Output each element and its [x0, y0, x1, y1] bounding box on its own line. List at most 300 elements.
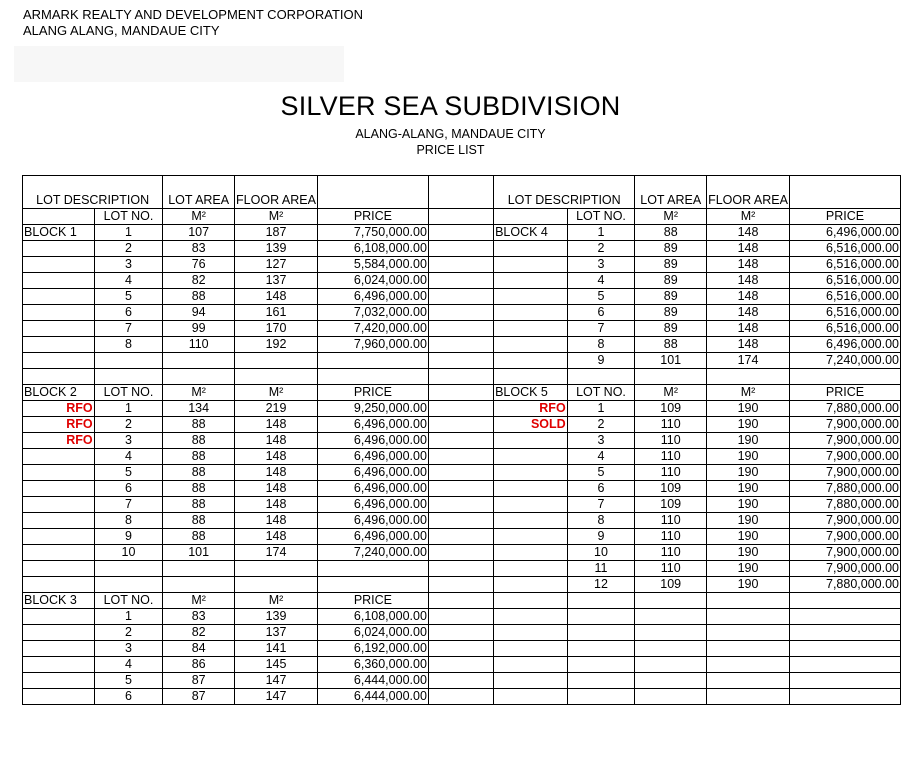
empty-cell: [494, 353, 568, 369]
floor-area: 141: [235, 641, 318, 657]
lot-number: 1: [567, 401, 635, 417]
lot-status-badge: RFO: [23, 417, 95, 433]
spacer-cell: [428, 689, 493, 705]
block-name: BLOCK 4: [494, 225, 568, 241]
lot-price: 6,516,000.00: [789, 241, 900, 257]
empty-cell: [567, 689, 635, 705]
floor-area: 148: [707, 321, 790, 337]
empty-cell: [23, 289, 95, 305]
table-row: [23, 641, 901, 657]
lot-number: 11: [567, 561, 635, 577]
floor-area: 148: [707, 273, 790, 289]
table-row: [23, 225, 901, 241]
empty-cell: [23, 609, 95, 625]
lot-number: 6: [94, 305, 163, 321]
header-lot-area: LOT AREA: [163, 176, 235, 209]
header-lot-no: LOT NO.: [94, 593, 163, 609]
empty-cell: [23, 513, 95, 529]
header-price: PRICE: [317, 385, 428, 401]
table-row: [23, 673, 901, 689]
table-row: [23, 273, 901, 289]
lot-area: 109: [635, 577, 707, 593]
floor-area: 190: [707, 545, 790, 561]
lot-area: 110: [635, 417, 707, 433]
floor-area: 148: [235, 433, 318, 449]
empty-cell: [163, 561, 235, 577]
empty-cell: [494, 593, 568, 609]
table-row: [23, 353, 901, 369]
lot-area: 88: [635, 225, 707, 241]
empty-cell: [635, 657, 707, 673]
empty-cell: [23, 577, 95, 593]
empty-cell: [494, 289, 568, 305]
header-lot-no: LOT NO.: [94, 209, 163, 225]
lot-number: 1: [94, 225, 163, 241]
lot-price: 7,900,000.00: [789, 561, 900, 577]
lot-area: 88: [163, 497, 235, 513]
lot-area: 134: [163, 401, 235, 417]
lot-price: 6,496,000.00: [317, 465, 428, 481]
block-name: BLOCK 1: [23, 225, 95, 241]
floor-area: 148: [707, 241, 790, 257]
lot-number: 3: [567, 257, 635, 273]
empty-cell: [23, 561, 95, 577]
lot-number: 1: [567, 225, 635, 241]
lot-number: 12: [567, 577, 635, 593]
empty-cell: [567, 641, 635, 657]
empty-cell: [94, 369, 163, 385]
floor-area: 148: [235, 529, 318, 545]
lot-number: 1: [94, 401, 163, 417]
lot-price: 6,496,000.00: [317, 449, 428, 465]
lot-number: 2: [94, 625, 163, 641]
table-row: [23, 689, 901, 705]
spacer-cell: [428, 673, 493, 689]
table-row: [23, 529, 901, 545]
header-unit: M²: [635, 209, 707, 225]
location: ALANG-ALANG, MANDAUE CITY: [355, 127, 546, 141]
table-row: [23, 657, 901, 673]
floor-area: 190: [707, 449, 790, 465]
floor-area: 170: [235, 321, 318, 337]
lot-price: 6,496,000.00: [317, 433, 428, 449]
empty-cell: [23, 689, 95, 705]
empty-cell: [494, 273, 568, 289]
header-price: PRICE: [317, 593, 428, 609]
table-row: [23, 289, 901, 305]
empty-cell: [23, 257, 95, 273]
table-row: [23, 593, 901, 609]
company-name: ARMARK REALTY AND DEVELOPMENT CORPORATION: [23, 7, 363, 22]
lot-number: 4: [94, 657, 163, 673]
lot-area: 89: [635, 257, 707, 273]
spacer-cell: [428, 305, 493, 321]
lot-area: 109: [635, 481, 707, 497]
subtitle: [0, 126, 901, 158]
spacer-cell: [428, 497, 493, 513]
empty-cell: [163, 577, 235, 593]
spacer-cell: [428, 176, 493, 209]
spacer-cell: [428, 337, 493, 353]
lot-area: 110: [635, 465, 707, 481]
empty-cell: [23, 673, 95, 689]
empty-cell: [317, 176, 428, 209]
lot-price: 7,880,000.00: [789, 497, 900, 513]
lot-number: 2: [94, 417, 163, 433]
empty-cell: [494, 337, 568, 353]
lot-price: 6,108,000.00: [317, 609, 428, 625]
lot-area: 88: [163, 513, 235, 529]
spacer-cell: [428, 545, 493, 561]
table-row: [23, 385, 901, 401]
empty-cell: [707, 625, 790, 641]
lot-number: 4: [567, 449, 635, 465]
floor-area: 190: [707, 513, 790, 529]
lot-area: 88: [163, 417, 235, 433]
lot-price: 6,516,000.00: [789, 289, 900, 305]
empty-cell: [23, 449, 95, 465]
header-lot-area: LOT AREA: [635, 176, 707, 209]
empty-cell: [635, 625, 707, 641]
empty-cell: [23, 625, 95, 641]
floor-area: 139: [235, 241, 318, 257]
lot-number: 2: [567, 241, 635, 257]
lot-number: 7: [94, 497, 163, 513]
page-title: SILVER SEA SUBDIVISION: [280, 91, 621, 121]
lot-number: 3: [94, 433, 163, 449]
header-unit: M²: [163, 385, 235, 401]
empty-cell: [707, 641, 790, 657]
empty-cell: [789, 609, 900, 625]
header-unit: M²: [235, 385, 318, 401]
table-row: [23, 305, 901, 321]
lot-number: 6: [94, 689, 163, 705]
lot-area: 88: [163, 289, 235, 305]
empty-cell: [317, 353, 428, 369]
empty-cell: [163, 369, 235, 385]
floor-area: 148: [235, 289, 318, 305]
lot-price: 6,496,000.00: [789, 337, 900, 353]
lot-price: 6,108,000.00: [317, 241, 428, 257]
empty-cell: [789, 176, 900, 209]
header-unit: M²: [235, 209, 318, 225]
header-price: PRICE: [789, 209, 900, 225]
empty-cell: [635, 593, 707, 609]
floor-area: 192: [235, 337, 318, 353]
lot-price: 7,900,000.00: [789, 465, 900, 481]
floor-area: 127: [235, 257, 318, 273]
lot-area: 76: [163, 257, 235, 273]
lot-area: 94: [163, 305, 235, 321]
block-name: BLOCK 2: [23, 385, 95, 401]
lot-price: 7,900,000.00: [789, 417, 900, 433]
company-address: ALANG ALANG, MANDAUE CITY: [23, 23, 220, 38]
lot-number: 7: [94, 321, 163, 337]
floor-area: 148: [235, 497, 318, 513]
empty-cell: [494, 513, 568, 529]
table-row: [23, 513, 901, 529]
floor-area: 148: [235, 513, 318, 529]
lot-price: 6,496,000.00: [317, 289, 428, 305]
lot-price: 7,900,000.00: [789, 513, 900, 529]
table-row: [23, 369, 901, 385]
lot-price: 7,900,000.00: [789, 449, 900, 465]
lot-area: 88: [635, 337, 707, 353]
empty-cell: [635, 641, 707, 657]
redacted-area: [14, 46, 344, 82]
empty-cell: [23, 545, 95, 561]
floor-area: 139: [235, 609, 318, 625]
empty-cell: [23, 305, 95, 321]
lot-area: 101: [163, 545, 235, 561]
lot-area: 89: [635, 273, 707, 289]
empty-cell: [494, 689, 568, 705]
empty-cell: [235, 353, 318, 369]
empty-cell: [23, 497, 95, 513]
lot-price: 6,496,000.00: [789, 225, 900, 241]
empty-cell: [494, 433, 568, 449]
empty-cell: [707, 689, 790, 705]
table-row: [23, 561, 901, 577]
empty-cell: [635, 609, 707, 625]
lot-price: 6,516,000.00: [789, 273, 900, 289]
floor-area: 147: [235, 689, 318, 705]
empty-cell: [494, 673, 568, 689]
empty-cell: [23, 273, 95, 289]
empty-cell: [94, 561, 163, 577]
empty-cell: [317, 369, 428, 385]
floor-area: 148: [235, 417, 318, 433]
lot-area: 88: [163, 481, 235, 497]
empty-cell: [494, 321, 568, 337]
floor-area: 190: [707, 529, 790, 545]
spacer-cell: [428, 449, 493, 465]
lot-number: 6: [94, 481, 163, 497]
empty-cell: [494, 625, 568, 641]
header-unit: M²: [707, 209, 790, 225]
empty-cell: [23, 657, 95, 673]
table-row: [23, 433, 901, 449]
table-row: [23, 577, 901, 593]
empty-cell: [707, 609, 790, 625]
lot-number: 3: [567, 433, 635, 449]
empty-cell: [23, 337, 95, 353]
spacer-cell: [428, 369, 493, 385]
floor-area: 190: [707, 465, 790, 481]
table-row: [23, 609, 901, 625]
spacer-cell: [428, 529, 493, 545]
empty-cell: [789, 369, 900, 385]
floor-area: 148: [707, 257, 790, 273]
floor-area: 148: [707, 289, 790, 305]
company-header: [23, 7, 363, 39]
lot-price: 6,192,000.00: [317, 641, 428, 657]
lot-number: 10: [567, 545, 635, 561]
empty-cell: [23, 209, 95, 225]
lot-number: 7: [567, 321, 635, 337]
lot-area: 89: [635, 305, 707, 321]
lot-price: 6,496,000.00: [317, 417, 428, 433]
empty-cell: [707, 657, 790, 673]
header-unit: M²: [635, 385, 707, 401]
empty-cell: [789, 593, 900, 609]
lot-number: 9: [567, 529, 635, 545]
empty-cell: [317, 577, 428, 593]
table-row: [23, 465, 901, 481]
empty-cell: [494, 529, 568, 545]
lot-price: 6,516,000.00: [789, 305, 900, 321]
empty-cell: [494, 449, 568, 465]
empty-cell: [494, 561, 568, 577]
lot-area: 87: [163, 689, 235, 705]
lot-status-badge: RFO: [23, 433, 95, 449]
lot-number: 5: [567, 289, 635, 305]
lot-number: 8: [567, 337, 635, 353]
empty-cell: [494, 257, 568, 273]
empty-cell: [494, 497, 568, 513]
empty-cell: [94, 353, 163, 369]
lot-price: 7,900,000.00: [789, 545, 900, 561]
floor-area: 174: [235, 545, 318, 561]
table-row: [23, 497, 901, 513]
floor-area: 190: [707, 481, 790, 497]
empty-cell: [567, 673, 635, 689]
empty-cell: [567, 369, 635, 385]
header-lot-no: LOT NO.: [94, 385, 163, 401]
lot-number: 6: [567, 481, 635, 497]
empty-cell: [567, 593, 635, 609]
header-floor-area: FLOOR AREA: [235, 176, 318, 209]
lot-number: 8: [567, 513, 635, 529]
table-row: [23, 321, 901, 337]
lot-area: 110: [635, 513, 707, 529]
spacer-cell: [428, 433, 493, 449]
lot-number: 4: [94, 449, 163, 465]
floor-area: 190: [707, 433, 790, 449]
spacer-cell: [428, 513, 493, 529]
lot-status-badge: RFO: [23, 401, 95, 417]
spacer-cell: [428, 593, 493, 609]
lot-area: 99: [163, 321, 235, 337]
lot-price: 6,444,000.00: [317, 689, 428, 705]
lot-price: 7,900,000.00: [789, 529, 900, 545]
empty-cell: [494, 209, 568, 225]
lot-price: 6,496,000.00: [317, 497, 428, 513]
header-price: PRICE: [317, 209, 428, 225]
block-name: BLOCK 3: [23, 593, 95, 609]
lot-price: 6,496,000.00: [317, 513, 428, 529]
spacer-cell: [428, 209, 493, 225]
spacer-cell: [428, 289, 493, 305]
empty-cell: [317, 561, 428, 577]
spacer-cell: [428, 641, 493, 657]
lot-area: 89: [635, 321, 707, 337]
empty-cell: [23, 353, 95, 369]
floor-area: 148: [235, 449, 318, 465]
lot-price: 6,496,000.00: [317, 529, 428, 545]
empty-cell: [235, 369, 318, 385]
header-price: PRICE: [789, 385, 900, 401]
spacer-cell: [428, 657, 493, 673]
header-unit: M²: [163, 209, 235, 225]
lot-price: 6,444,000.00: [317, 673, 428, 689]
lot-price: 7,420,000.00: [317, 321, 428, 337]
floor-area: 174: [707, 353, 790, 369]
spacer-cell: [428, 609, 493, 625]
empty-cell: [235, 577, 318, 593]
empty-cell: [567, 625, 635, 641]
floor-area: 137: [235, 273, 318, 289]
table-row: [23, 449, 901, 465]
lot-price: 7,240,000.00: [317, 545, 428, 561]
empty-cell: [23, 241, 95, 257]
lot-price: 7,960,000.00: [317, 337, 428, 353]
lot-number: 5: [94, 289, 163, 305]
lot-number: 3: [94, 257, 163, 273]
table-row: [23, 545, 901, 561]
lot-area: 110: [163, 337, 235, 353]
spacer-cell: [428, 417, 493, 433]
empty-cell: [23, 369, 95, 385]
header-lot-description: LOT DESCRIPTION: [23, 176, 163, 209]
floor-area: 148: [707, 337, 790, 353]
spacer-cell: [428, 353, 493, 369]
lot-area: 88: [163, 529, 235, 545]
empty-cell: [635, 689, 707, 705]
spacer-cell: [428, 241, 493, 257]
lot-number: 9: [94, 529, 163, 545]
floor-area: 219: [235, 401, 318, 417]
empty-cell: [707, 369, 790, 385]
doc-type: PRICE LIST: [416, 143, 485, 157]
lot-price: 9,250,000.00: [317, 401, 428, 417]
lot-number: 9: [567, 353, 635, 369]
header-lot-no: LOT NO.: [567, 385, 635, 401]
empty-cell: [23, 529, 95, 545]
lot-area: 110: [635, 545, 707, 561]
spacer-cell: [428, 577, 493, 593]
lot-price: 7,240,000.00: [789, 353, 900, 369]
empty-cell: [635, 369, 707, 385]
empty-cell: [94, 577, 163, 593]
lot-price: 5,584,000.00: [317, 257, 428, 273]
lot-number: 4: [94, 273, 163, 289]
floor-area: 190: [707, 401, 790, 417]
lot-area: 87: [163, 673, 235, 689]
spacer-cell: [428, 465, 493, 481]
table-row: [23, 241, 901, 257]
floor-area: 161: [235, 305, 318, 321]
empty-cell: [494, 577, 568, 593]
empty-cell: [494, 657, 568, 673]
floor-area: 147: [235, 673, 318, 689]
spacer-cell: [428, 481, 493, 497]
empty-cell: [494, 465, 568, 481]
empty-cell: [235, 561, 318, 577]
lot-number: 2: [567, 417, 635, 433]
lot-number: 5: [94, 673, 163, 689]
spacer-cell: [428, 273, 493, 289]
lot-area: 82: [163, 625, 235, 641]
lot-area: 83: [163, 609, 235, 625]
empty-cell: [567, 609, 635, 625]
lot-status-badge: RFO: [494, 401, 568, 417]
empty-cell: [163, 353, 235, 369]
empty-cell: [23, 481, 95, 497]
lot-area: 88: [163, 433, 235, 449]
empty-cell: [789, 689, 900, 705]
lot-number: 5: [567, 465, 635, 481]
